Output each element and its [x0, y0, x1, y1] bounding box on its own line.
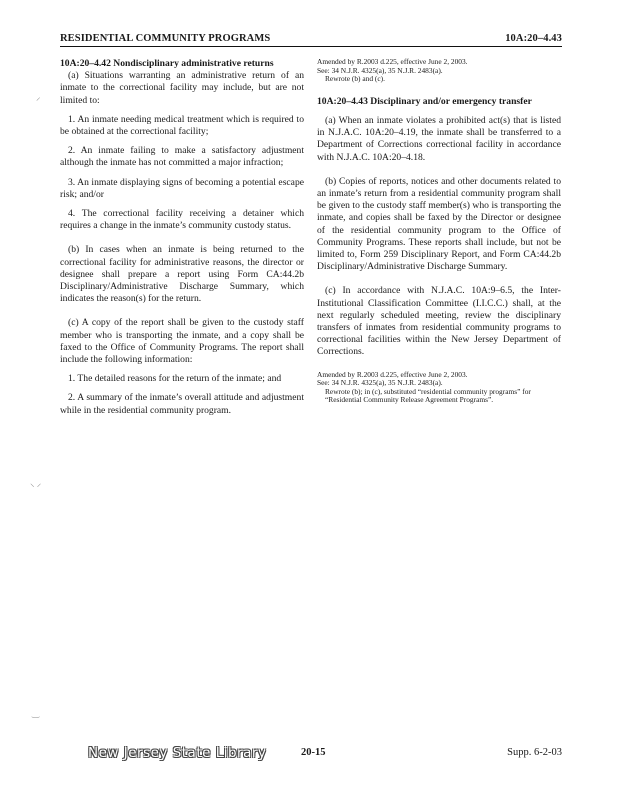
section-title-4-42: 10A:20–4.42 Nondisciplinary administrative returns	[60, 58, 274, 69]
library-watermark-logo: New Jersey State Library	[88, 745, 267, 761]
history-note: See: 34 N.J.R. 4325(a), 35 N.J.R. 2483(a).	[317, 378, 443, 388]
left-column	[60, 58, 304, 417]
list-item: 1. The detailed reasons for the return of the inmate; and	[68, 373, 282, 385]
list-item: 2. A summary of the inmate’s overall attitude and adjustment while in the residential community program.	[60, 392, 304, 416]
paragraph-b: (b) In cases when an inmate is being returned to the correctional facility for administrative reasons, the director or designee shall prepare a report using Form CA:44.2b Disciplinary/Administrative Discharge Summary, which indicates the reason(s) for the return.	[60, 244, 304, 305]
scan-mark: ‿	[32, 708, 40, 718]
section-title-4-43: 10A:20–4.43 Disciplinary and/or emergency transfer	[317, 95, 532, 107]
list-item: 1. An inmate needing medical treatment which is required to be obtained at the correctional facility;	[60, 113, 304, 138]
running-header	[60, 30, 562, 47]
page-number: 20-15	[301, 747, 326, 758]
history-note: Amended by R.2003 d.225, effective June 2, 2003.	[317, 57, 468, 66]
scan-mark: ⸝	[36, 92, 41, 102]
paragraph-b: (b) Copies of reports, notices and other documents related to an inmate’s return from a residential community program shall be given to the custody staff member(s) who is transporting the inmate, and copies shall be faxed by the Director or designee of the residential community program to the Office of Community Programs. These reports shall include, but not be limited to, Form 259 Disciplinary Report, and Form CA:44.2b Disciplinary/Administrative Discharge Summary.	[317, 175, 561, 273]
history-note: Amended by R.2003 d.225, effective June 2, 2003.	[317, 369, 468, 379]
list-item: 3. An inmate displaying signs of becoming a potential escape risk; and/or	[60, 176, 304, 200]
history-note: Rewrote (b) and (c).	[325, 74, 385, 84]
header-chapter-title: RESIDENTIAL COMMUNITY PROGRAMS	[60, 33, 271, 44]
right-column	[317, 58, 561, 405]
paragraph-a: (a) When an inmate violates a prohibited act(s) that is listed in N.J.A.C. 10A:20–4.19, the inmate shall be transferred to a Department of Corrections correctional facility in accordance with N.J.A.C. 10A:20–4.18.	[317, 114, 561, 163]
history-note: Rewrote (b); in (c), substituted “residential community programs” for “Residential Community Release Agreement Programs”.	[325, 386, 531, 405]
paragraph-a: (a) Situations warranting an administrative return of an inmate to the correctional facility may include, but are not limited to:	[60, 70, 304, 106]
scan-mark: ⸌ ⸍	[30, 482, 42, 492]
history-note: See: 34 N.J.R. 4325(a), 35 N.J.R. 2483(a).	[317, 65, 443, 75]
list-item: 4. The correctional facility receiving a detainer which requires a change in the inmate’s community custody status.	[60, 208, 304, 232]
paragraph-c: (c) In accordance with N.J.A.C. 10A:9–6.5, the Inter-Institutional Classification Committee (I.I.C.C.) shall, at the next regularly scheduled meeting, review the disciplinary transfers of inmates from residential community programs to correctional facilities within the New Jersey Department of Corrections.	[317, 285, 561, 358]
paragraph-c: (c) A copy of the report shall be given to the custody staff member who is transporting the inmate, and a copy shall be faxed to the Office of Community Programs. The report shall include the following information:	[60, 317, 304, 366]
header-section-number: 10A:20–4.43	[505, 33, 562, 44]
supplement-date: Supp. 6-2-03	[507, 747, 562, 758]
list-item: 2. An inmate failing to make a satisfactory adjustment although the inmate has not committed a major infraction;	[60, 145, 304, 169]
